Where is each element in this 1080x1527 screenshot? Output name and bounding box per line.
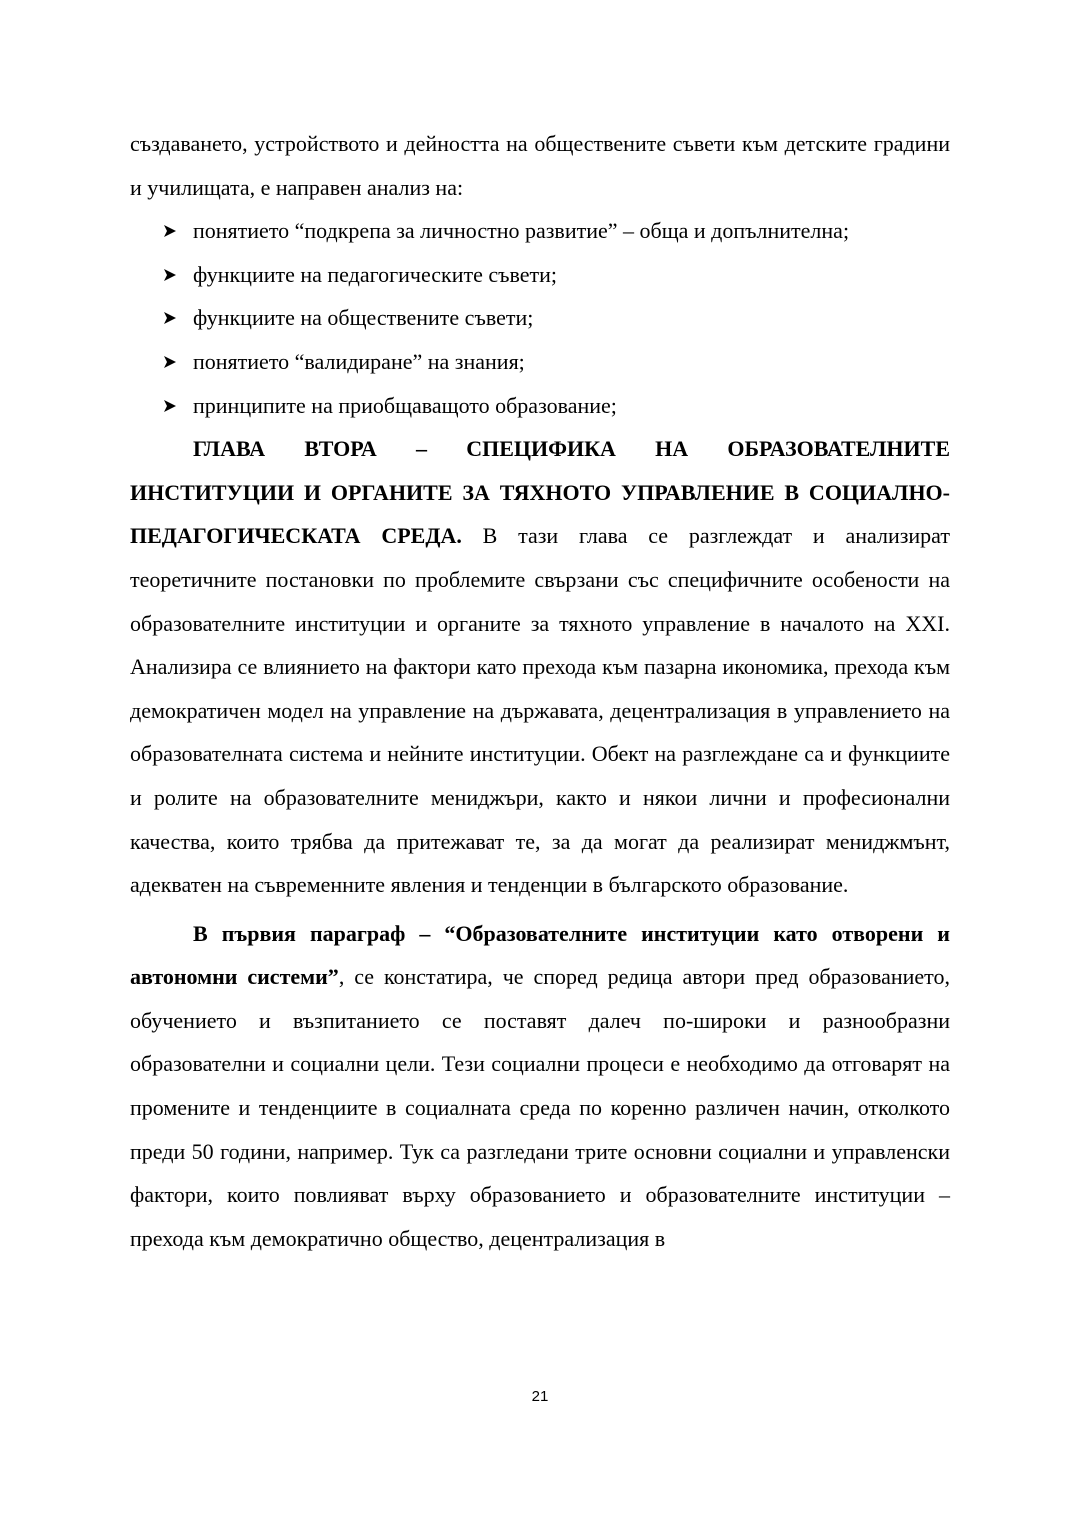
list-item-text: функциите на обществените съвети;	[193, 305, 534, 331]
arrowhead-bullet-icon	[163, 399, 177, 413]
chapter-heading: ГЛАВА ВТОРА – СПЕЦИФИКА НА ОБРАЗОВАТЕЛНИТЕ ИНСТИТУЦИИ И ОРГАНИТЕ ЗА ТЯХНОТО УПРАВЛЕНИЕ В СОЦИАЛНО-ПЕДАГОГИЧЕСКАТА СРЕДА.	[130, 436, 950, 549]
arrowhead-bullet-icon	[163, 355, 177, 369]
list-item-text: понятието “подкрепа за личностно развитие” – обща и допълнителна;	[193, 218, 850, 244]
chapter-two-paragraph	[130, 427, 950, 907]
first-paragraph-section	[130, 912, 950, 1261]
list-item	[163, 253, 950, 297]
page-number: 21	[531, 1388, 549, 1405]
list-item-text: принципите на приобщаващото образование;	[193, 392, 617, 418]
paragraph-heading: В първия параграф – “Образователните институции като отворени и автономни системи”	[130, 920, 950, 990]
intro-paragraph: създаването, устройството и дейността на обществените съвети към детските градини и училищата, е направен анализ на:	[130, 131, 950, 200]
paragraph-body: , се констатира, че според редица автори пред образованието, обучението и възпитанието се поставят далеч по-широки и разнообразни образователни и социални цели. Тези социални процеси е необходимо да отговарят на промените и тенденциите в социалната среда по коренно различен начин, отколкото преди 50 години, например. Тук са разгледани трите основни социални и управленски фактори, които повлияват върху образованието и образователните институции – прехода към демократично общество, децентрализация в	[130, 964, 950, 1251]
list-item-text: функциите на педагогическите съвети;	[193, 261, 558, 287]
list-item	[163, 209, 950, 253]
chapter-body: В тази глава се разглеждат и анализират теоретичните постановки по проблемите свързани със специфичните особености на образователните институции и органите за тяхното управление в началото на XXI. Анализира се влиянието на фактори като прехода към пазарна икономика, прехода към демократичен модел на управление на държавата, децентрализация в управлението на образователната система и нейните институции. Обект на разглеждане са и функциите и ролите на образователните мениджъри, както и някои лични и професионални качества, които трябва да притежават те, за да могат да реализират мениджмънт, адекватен на съвременните явления и тенденции в българското образование.	[130, 523, 950, 898]
list-item	[163, 384, 950, 428]
arrowhead-bullet-icon	[163, 311, 177, 325]
list-item-text: понятието “валидиране” на знания;	[193, 348, 525, 374]
analysis-bullet-list	[130, 209, 950, 427]
document-page	[130, 122, 950, 1260]
list-item	[163, 296, 950, 340]
arrowhead-bullet-icon	[163, 224, 177, 238]
arrowhead-bullet-icon	[163, 268, 177, 282]
list-item	[163, 340, 950, 384]
